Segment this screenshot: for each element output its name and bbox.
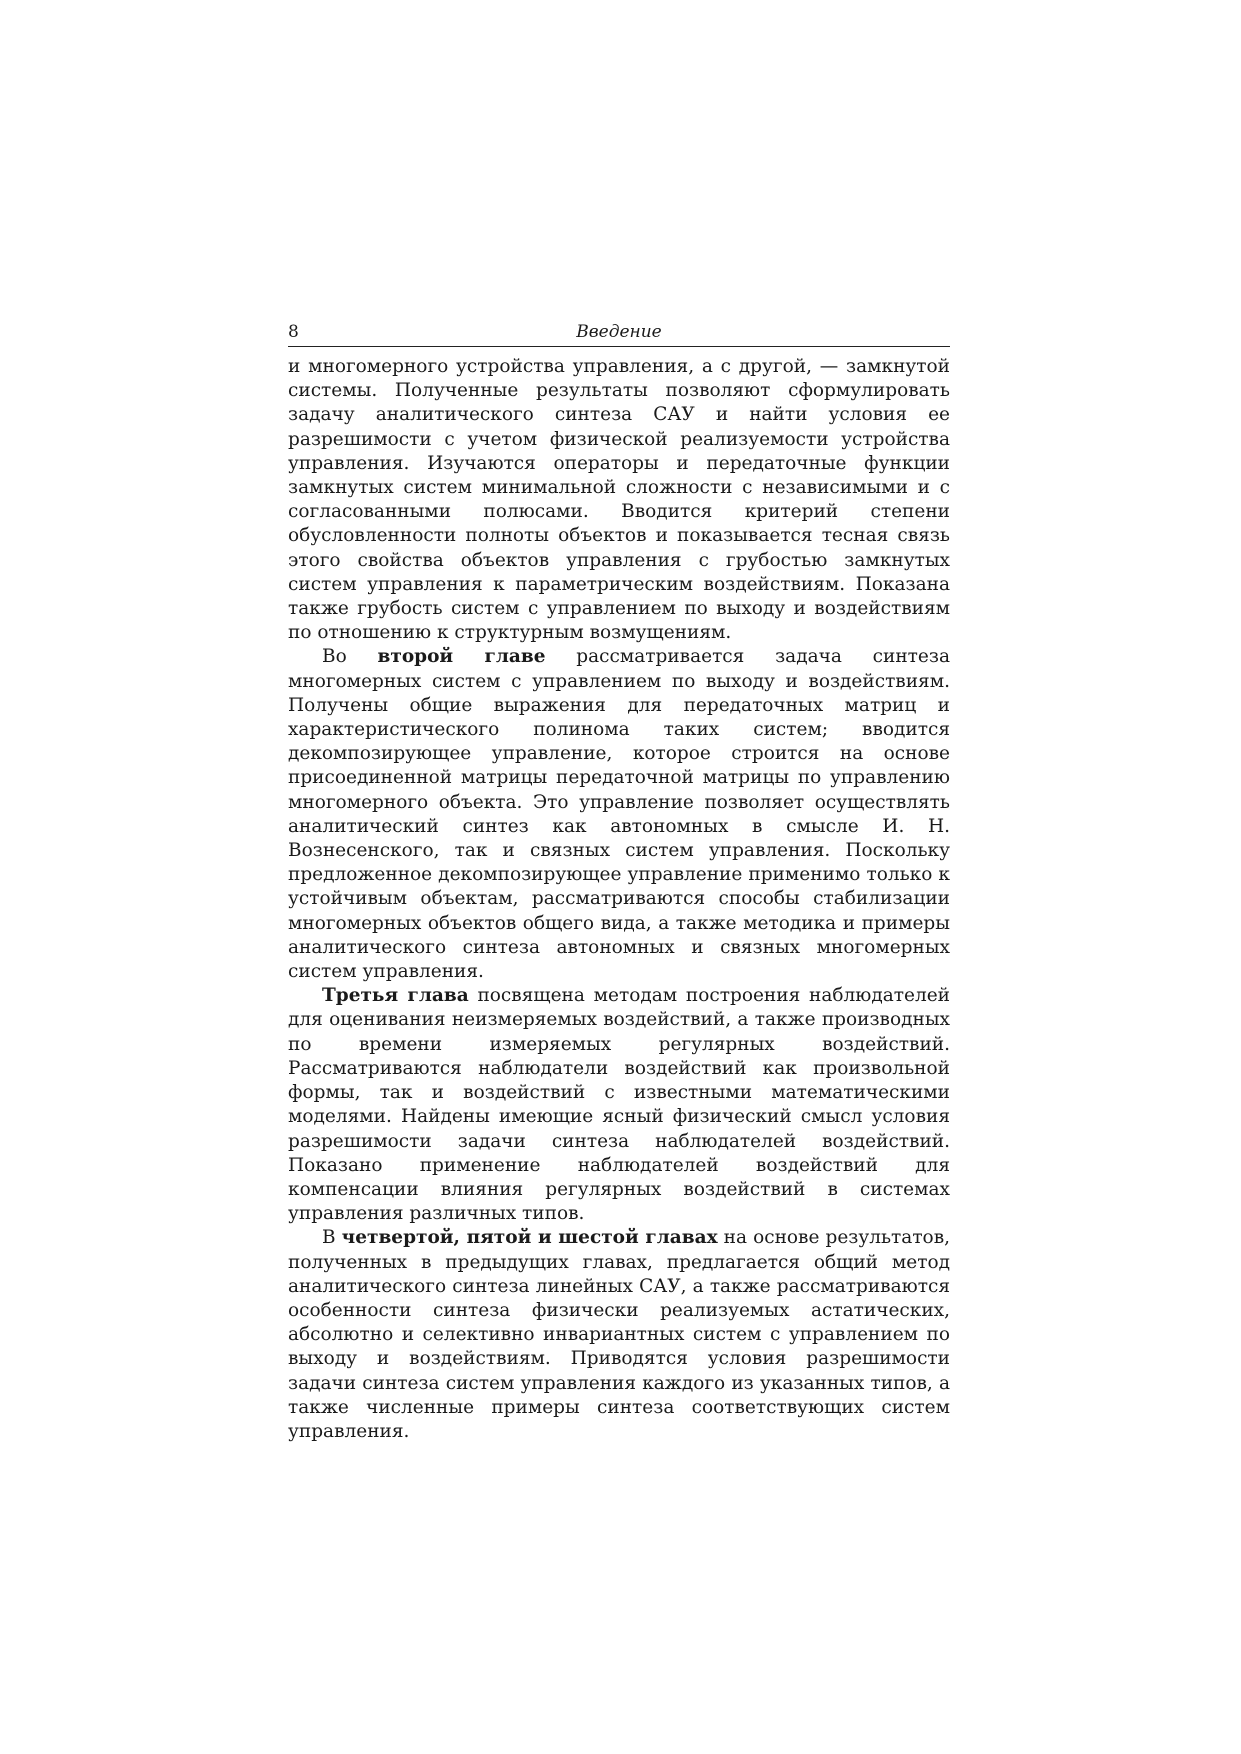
page-number: 8 (288, 322, 299, 342)
book-page (288, 320, 950, 1444)
chapter-reference: Третья глава (322, 985, 469, 1007)
paragraph-text: рассматривается задача синтеза многомерных систем с управлением по выходу и воздействиям. Получены общие выражения для передаточных матриц и характеристического полинома таких систем; вводится декомпозирующее управление, которое строится на основе присоединенной матрицы передаточной матрицы по управлению многомерного объекта. Это управление позволяет осуществлять аналитический синтез как автономных в смысле И. Н. Вознесенского, так и связных систем управления. Поскольку предложенное декомпозирующее управление применимо только к устойчивым объектам, рассматриваются способы стабилизации многомерных объектов общего вида, а также методика и примеры аналитического синтеза автономных и связных многомерных систем управления. (288, 646, 950, 983)
page-header (288, 320, 950, 347)
paragraph-text: и многомерного устройства управления, а с другой, — замкнутой системы. Полученные результаты позволяют сформулировать задачу аналитического синтеза САУ и найти условия ее разрешимости с учетом физической реализуемости устройства управления. Изучаются операторы и передаточные функции замкнутых систем минимальной сложности с независимыми и с согласованными полюсами. Вводится критерий степени обусловленности полноты объектов и показывается тесная связь этого свойства объектов управления с грубостью замкнутых систем управления к параметрическим воздействиям. Показана также грубость систем с управлением по выходу и воздействиям по отношению к структурным возмущениям. (288, 356, 950, 644)
paragraph-text: посвящена методам построения наблюдателей для оценивания неизмеряемых воздействий, а также производных по времени измеряемых регулярных воздействий. Рассматриваются наблюдатели воздействий как произвольной формы, так и воздействий с известными математическими моделями. Найдены имеющие ясный физический смысл условия разрешимости задачи синтеза наблюдателей воздействий. Показано применение наблюдателей воздействий для компенсации влияния регулярных воздействий в системах управления различных типов. (288, 985, 951, 1225)
chapter-reference: четвертой, пятой и шестой главах (341, 1227, 718, 1249)
paragraph-lead: Во (322, 646, 378, 668)
paragraph-lead: В (322, 1227, 342, 1249)
paragraph-chapter-3 (288, 984, 950, 1226)
chapter-reference: второй главе (377, 646, 546, 668)
paragraph-continuation (288, 355, 950, 645)
paragraph-chapter-2 (288, 645, 950, 984)
body-text (288, 355, 950, 1444)
paragraph-chapters-4-6 (288, 1226, 950, 1444)
paragraph-text: на основе результатов, полученных в предыдущих главах, предлагается общий метод аналитического синтеза линейных САУ, а также рассматриваются особенности синтеза физически реализуемых астатических, абсолютно и селективно инвариантных систем с управлением по выходу и воздействиям. Приводятся условия разрешимости задачи синтеза систем управления каждого из указанных типов, а также численные примеры синтеза соответствующих систем управления. (288, 1227, 950, 1442)
running-title: Введение (576, 322, 662, 342)
